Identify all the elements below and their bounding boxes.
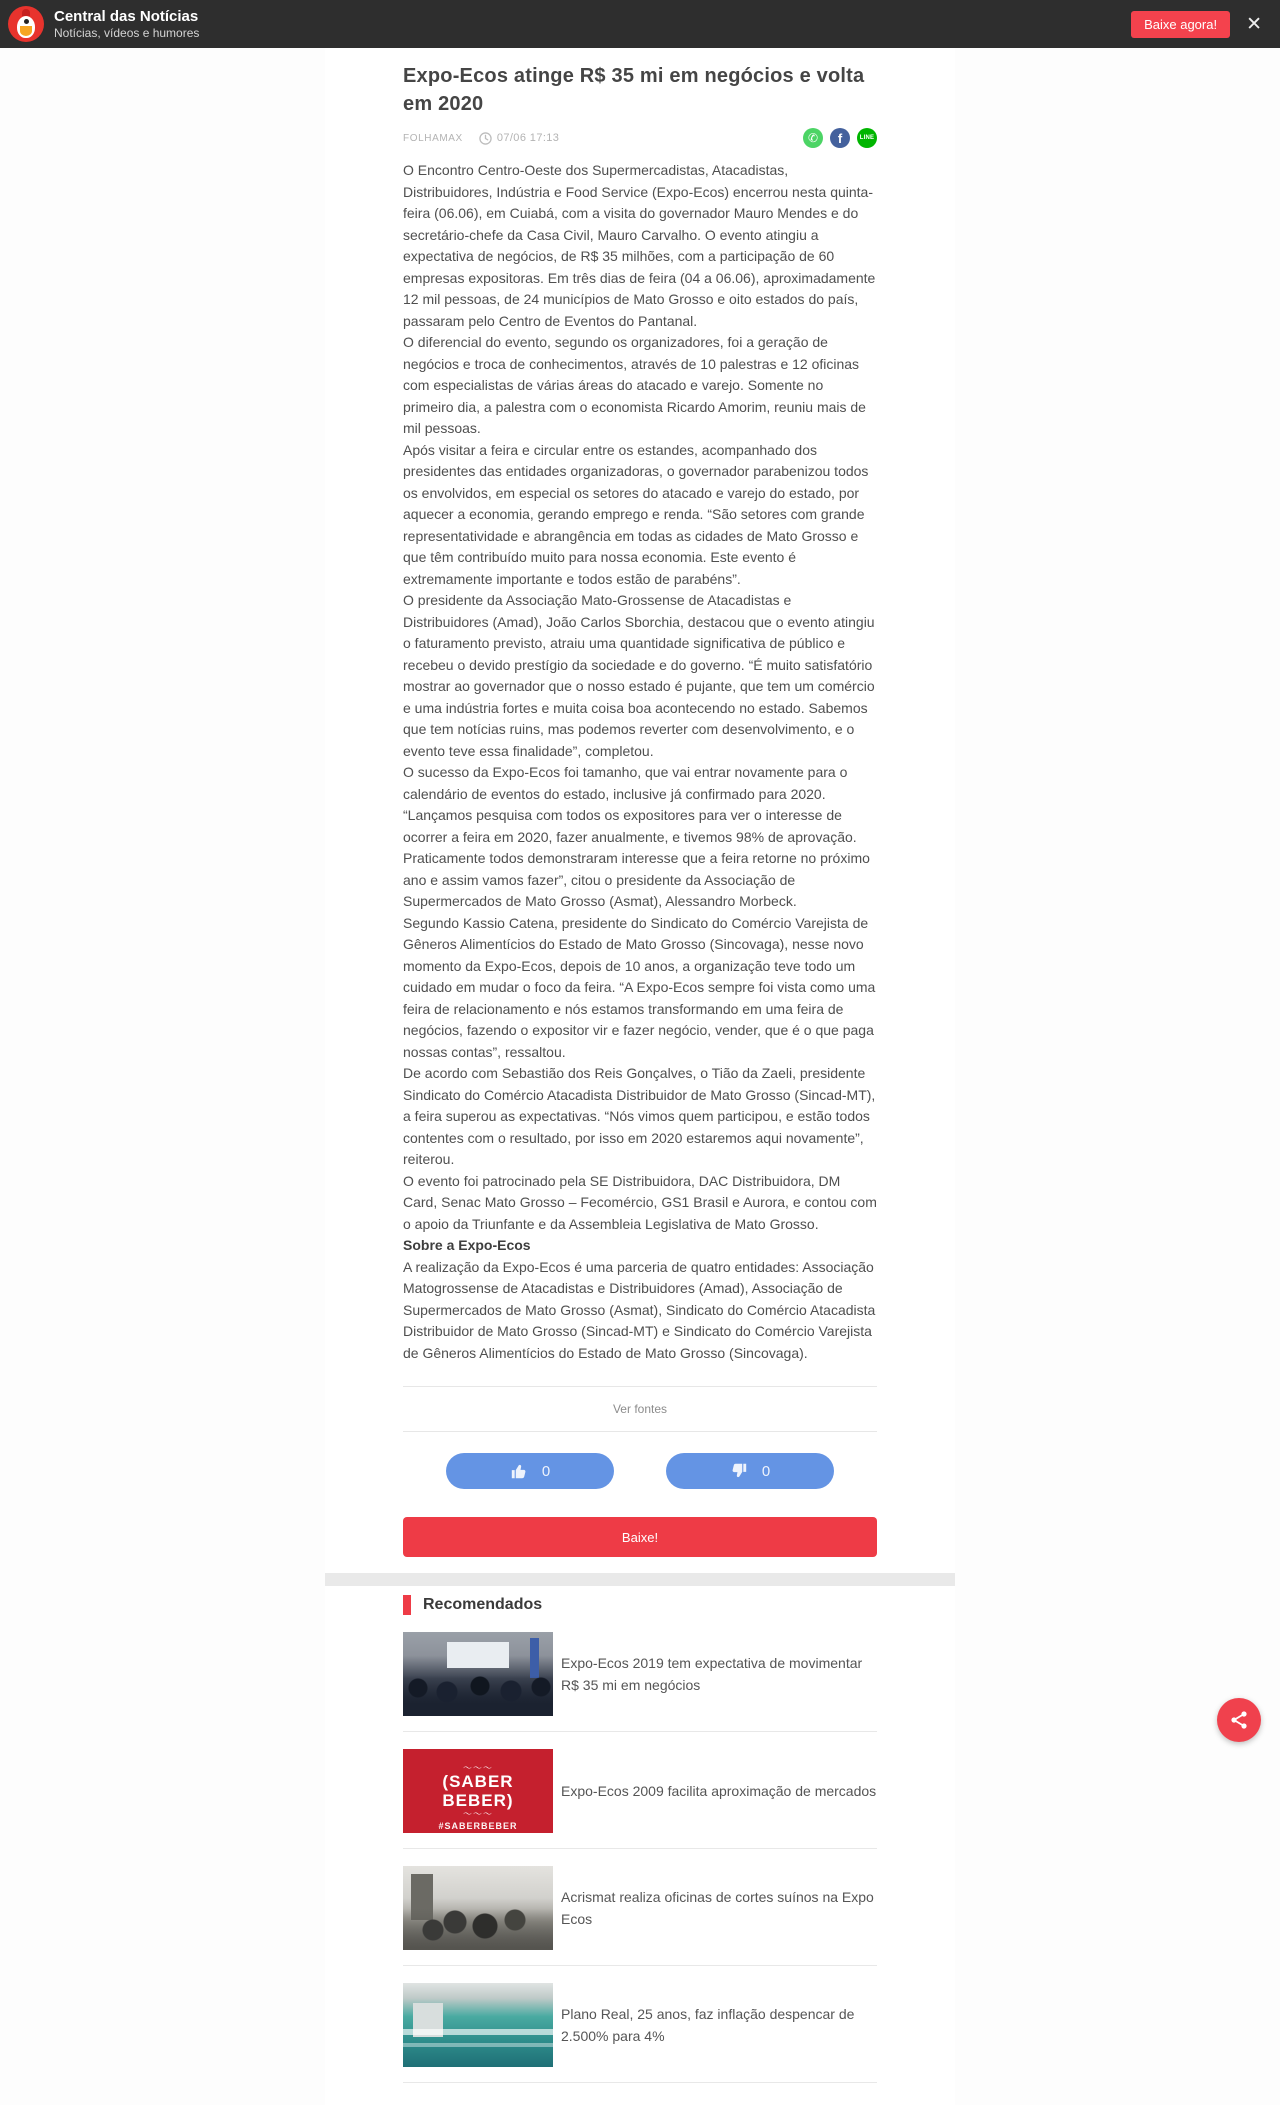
article-body xyxy=(403,160,877,1364)
download-now-button[interactable]: Baixe agora! xyxy=(1131,11,1230,38)
app-titles xyxy=(54,8,199,40)
sources-row xyxy=(403,1386,877,1432)
floating-share-button[interactable] xyxy=(1217,1698,1261,1742)
recommended-thumbnail[interactable] xyxy=(403,1983,553,2067)
article-paragraph: O sucesso da Expo-Ecos foi tamanho, que vai entrar novamente para o calendário de eventos do estado, inclusive já confirmado para 2020. “Lançamos pesquisa com todos os expositores para ver o interesse de ocorrer a feira em 2020, fazer anualmente, e tivemos 98% de aprovação. Praticamente todos demonstraram interesse que a feira retorne no próximo ano e assim vamos fazer”, citou o presidente da Associação de Supermercados de Mato Grosso (Asmat), Alessandro Morbeck. xyxy=(403,764,870,909)
recommended-item-title[interactable]: Expo-Ecos 2009 facilita aproximação de mercados xyxy=(561,1783,877,1799)
app-header xyxy=(0,0,1280,48)
recommended-item[interactable] xyxy=(403,1849,877,1965)
article-paragraph: O presidente da Associação Mato-Grossense de Atacadistas e Distribuidores (Amad), João Carlos Sborchia, destacou que o evento atingiu o faturamento previsto, atraiu uma quantidade significativa de público e recebeu o devido prestígio da sociedade e do governo. “É muito satisfatório mostrar ao governador que o nosso estado é pujante, que tem um comércio e uma indústria fortes e muita coisa boa acontecendo no estado. Sabemos que tem notícias ruins, mas podemos reverter com desenvolvimento, e o evento teve essa finalidade”, completou. xyxy=(403,592,875,759)
like-button[interactable] xyxy=(446,1453,614,1489)
recommended-heading: Recomendados xyxy=(423,1596,543,1613)
download-cta-button[interactable]: Baixe! xyxy=(403,1517,877,1557)
close-icon[interactable]: ✕ xyxy=(1246,13,1262,35)
recommended-heading-row xyxy=(403,1595,877,1615)
article-subheading: Sobre a Expo-Ecos xyxy=(403,1237,531,1253)
article-paragraph: O diferencial do evento, segundo os organizadores, foi a geração de negócios e troca de conhecimentos, através de 10 palestras e 12 oficinas com especialistas de várias áreas do atacado e varejo. Somente no primeiro dia, a palestra com o economista Ricardo Amorim, reuniu mais de mil pessoas. xyxy=(403,334,866,436)
article-datetime: 07/06 17:13 xyxy=(496,132,560,144)
heading-accent-bar xyxy=(403,1595,411,1615)
share-icon xyxy=(1229,1710,1249,1730)
article-byline xyxy=(403,127,877,149)
facebook-share-icon[interactable]: f xyxy=(830,128,850,148)
recommended-thumbnail[interactable] xyxy=(403,1866,553,1950)
app-title: Central das Notícias xyxy=(54,8,199,25)
article-paragraph: O Encontro Centro-Oeste dos Supermercadistas, Atacadistas, Distribuidores, Indústria e Food Service (Expo-Ecos) encerrou nesta quinta-feira (06.06), em Cuiabá, com a visita do governador Mauro Mendes e do secretário-chefe da Casa Civil, Mauro Carvalho. O evento atingiu a expectativa de negócios, de R$ 35 milhões, com a participação de 60 empresas expositoras. Em três dias de feira (04 a 06.06), aproximadamente 12 mil pessoas, de 24 municípios de Mato Grosso e oito estados do país, passaram pelo Centro de Eventos do Pantanal. xyxy=(403,162,876,329)
recommended-item-title[interactable]: Expo-Ecos 2019 tem expectativa de movimentar R$ 35 mi em negócios xyxy=(561,1655,863,1693)
recommended-item-title[interactable]: Plano Real, 25 anos, faz inflação despencar de 2.500% para 4% xyxy=(561,2006,855,2044)
article-title: Expo-Ecos atinge R$ 35 mi em negócios e volta em 2020 xyxy=(403,65,865,115)
whatsapp-share-icon[interactable]: ✆ xyxy=(803,128,823,148)
article-paragraph: De acordo com Sebastião dos Reis Gonçalves, o Tião da Zaeli, presidente Sindicato do Comércio Atacadista Distribuidor de Mato Grosso (Sincad-MT), a feira superou as expectativas. “Nós vimos quem participou, e estão todos contentes com o resultado, por isso em 2020 estaremos aqui novamente”, reiterou. xyxy=(403,1065,876,1167)
article-paragraph: A realização da Expo-Ecos é uma parceria de quatro entidades: Associação Matogrossense de Atacadistas e Distribuidores (Amad), Associação de Supermercados de Mato Grosso (Asmat), Sindicato do Comércio Atacadista Distribuidor de Mato Grosso (Sincad-MT) e Sindicato do Comércio Varejista de Gêneros Alimentícios do Estado de Mato Grosso (Sincovaga). xyxy=(403,1258,876,1361)
article-paragraph: Após visitar a feira e circular entre os estandes, acompanhado dos presidentes das entidades organizadoras, o governador parabenizou todos os envolvidos, em especial os setores do atacado e varejo do estado, por aquecer a economia, gerando emprego e renda. “São setores com grande representatividade e abrangência em todas as cidades de Mato Grosso e que têm contribuído muito para nossa economia. Este evento é extremamente importante e todos estão de parabéns”. xyxy=(403,441,869,587)
thumb-up-icon xyxy=(510,1462,528,1480)
recommended-item[interactable] xyxy=(403,1615,877,1731)
article-paragraph: Segundo Kassio Catena, presidente do Sindicato do Comércio Varejista de Gêneros Alimentícios do Estado de Mato Grosso (Sincovaga), nesse novo momento da Expo-Ecos, depois de 10 anos, a organização teve todo um cuidado em mudar o foco da feira. “A Expo-Ecos sempre foi vista como uma feira de relacionamento e nós estamos transformando em uma feira de negócios, fazendo o expositor vir e fazer negócio, vender, que é o que paga nossas contas”, ressaltou. xyxy=(403,914,876,1060)
line-share-icon[interactable]: LINE xyxy=(857,128,877,148)
reactions-row xyxy=(403,1453,877,1489)
article-source: FOLHAMAX xyxy=(403,132,463,144)
thumb-down-icon xyxy=(730,1462,748,1480)
clock-icon xyxy=(479,132,492,145)
dislike-count: 0 xyxy=(761,1462,771,1480)
like-count: 0 xyxy=(541,1462,551,1480)
article-paragraph: O evento foi patrocinado pela SE Distribuidora, DAC Distribuidora, DM Card, Senac Mato Grosso – Fecomércio, GS1 Brasil e Aurora, e contou com o apoio da Triunfante e da Assembleia Legislativa de Mato Grosso. xyxy=(403,1172,877,1232)
section-separator xyxy=(325,1573,955,1586)
view-sources-link[interactable]: Ver fontes xyxy=(612,1402,668,1416)
recommended-item[interactable] xyxy=(403,1966,877,2082)
recommended-thumbnail[interactable] xyxy=(403,1632,553,1716)
app-logo-icon xyxy=(8,6,44,42)
recommended-thumbnail[interactable]: 〜〜〜 (SABER BEBER) 〜〜〜 #SABERBEBER xyxy=(403,1749,553,1833)
dislike-button[interactable] xyxy=(666,1453,834,1489)
recommended-item[interactable] xyxy=(403,1732,877,1848)
app-subtitle: Notícias, vídeos e humores xyxy=(54,26,200,40)
recommended-item-title[interactable]: Acrismat realiza oficinas de cortes suínos na Expo Ecos xyxy=(561,1889,874,1927)
article-card xyxy=(325,48,955,2105)
